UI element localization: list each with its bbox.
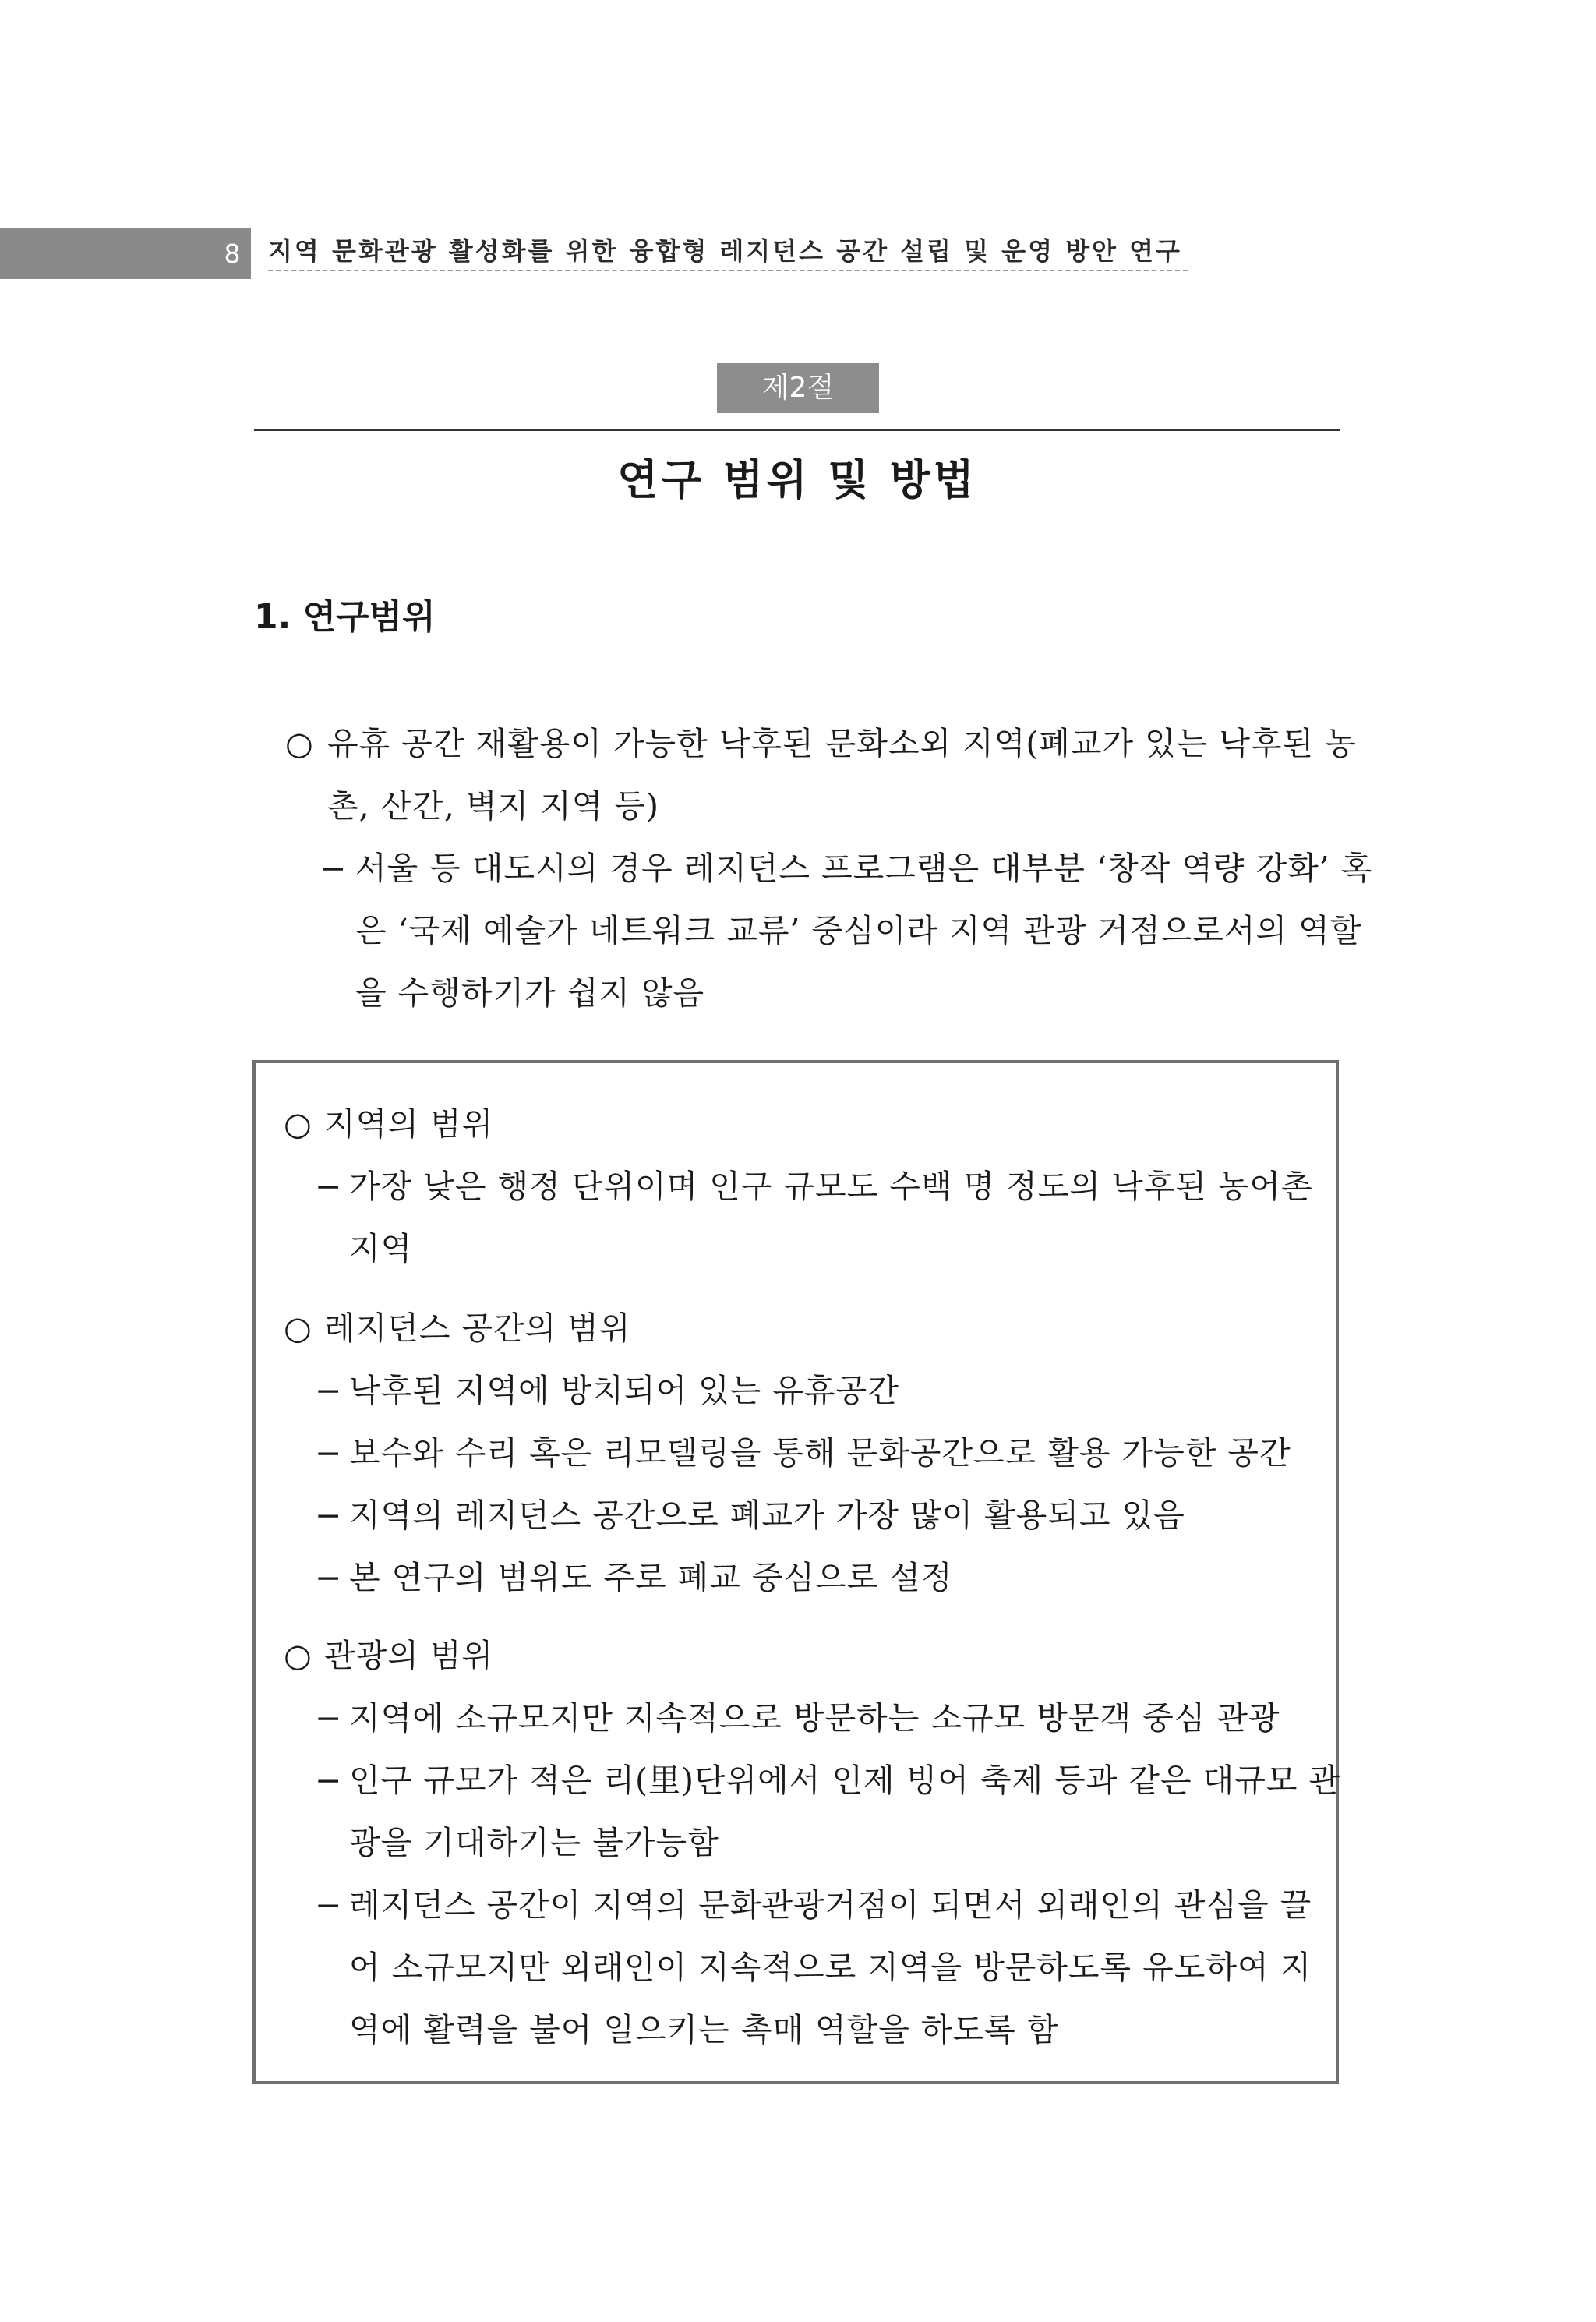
- group-line: 낙후된 지역에 방치되어 있는 유휴공간: [349, 1372, 899, 1409]
- dash-mark: −: [315, 1699, 342, 1737]
- group-heading: 지역의 범위: [324, 1105, 494, 1143]
- intro-dash-line: 은 ‘국제 예술가 네트워크 교류’ 중심이라 지역 관광 거점으로서의 역할: [355, 912, 1362, 949]
- intro-bullet-line: 유휴 공간 재활용이 가능한 낙후된 문화소외 지역(폐교가 있는 낙후된 농: [327, 725, 1357, 762]
- intro-dash-line: 을 수행하기가 쉽지 않음: [355, 974, 705, 1012]
- dash-mark: −: [315, 1886, 342, 1924]
- dash-mark: −: [315, 1762, 342, 1799]
- running-title: 지역 문화관광 활성화를 위한 융합형 레지던스 공간 설립 및 운영 방안 연구: [268, 236, 1182, 266]
- bullet-mark: ○: [284, 1309, 312, 1347]
- header-divider: [268, 270, 1188, 271]
- group-line: 보수와 수리 혹은 리모델링을 통해 문화공간으로 활용 가능한 공간: [349, 1434, 1291, 1472]
- dash-mark: −: [315, 1372, 342, 1409]
- section-badge: 제2절: [717, 363, 879, 413]
- intro-dash-line: 서울 등 대도시의 경우 레지던스 프로그램은 대부분 ‘창작 역량 강화’ 혹: [355, 850, 1373, 887]
- group-line: 지역: [349, 1230, 413, 1267]
- group-heading: 관광의 범위: [324, 1637, 494, 1674]
- group-line: 역에 활력을 불어 일으키는 촉매 역할을 하도록 함: [349, 2011, 1059, 2048]
- dash-mark: −: [315, 1559, 342, 1596]
- subsection-heading: 1. 연구범위: [254, 597, 436, 637]
- bullet-mark: ○: [284, 1637, 312, 1674]
- group-line: 지역에 소규모지만 지속적으로 방문하는 소규모 방문객 중심 관광: [349, 1699, 1280, 1737]
- group-line: 본 연구의 범위도 주로 폐교 중심으로 설정: [349, 1559, 953, 1596]
- dash-mark: −: [315, 1168, 342, 1205]
- bullet-mark: ○: [284, 1105, 312, 1143]
- dash-mark: −: [315, 1434, 342, 1472]
- intro-bullet-line: 촌, 산간, 벽지 지역 등): [327, 787, 660, 825]
- bullet-mark: ○: [285, 725, 313, 762]
- dash-mark: −: [320, 850, 347, 887]
- dash-mark: −: [315, 1497, 342, 1534]
- group-line: 가장 낮은 행정 단위이며 인구 규모도 수백 명 정도의 낙후된 농어촌: [349, 1168, 1313, 1205]
- group-line: 레지던스 공간이 지역의 문화관광거점이 되면서 외래인의 관심을 끌: [349, 1886, 1312, 1924]
- group-line: 광을 기대하기는 불가능함: [349, 1824, 719, 1861]
- title-rule: [254, 429, 1340, 431]
- group-line: 어 소규모지만 외래인이 지속적으로 지역을 방문하도록 유도하여 지: [349, 1949, 1312, 1986]
- group-heading: 레지던스 공간의 범위: [324, 1309, 631, 1347]
- page-number: 8: [224, 239, 241, 269]
- group-line: 지역의 레지던스 공간으로 폐교가 가장 많이 활용되고 있음: [349, 1497, 1185, 1534]
- group-line: 인구 규모가 적은 리(里)단위에서 인제 빙어 축제 등과 같은 대규모 관: [349, 1762, 1341, 1799]
- section-title: 연구 범위 및 방법: [617, 455, 977, 504]
- header-bar: [0, 228, 251, 279]
